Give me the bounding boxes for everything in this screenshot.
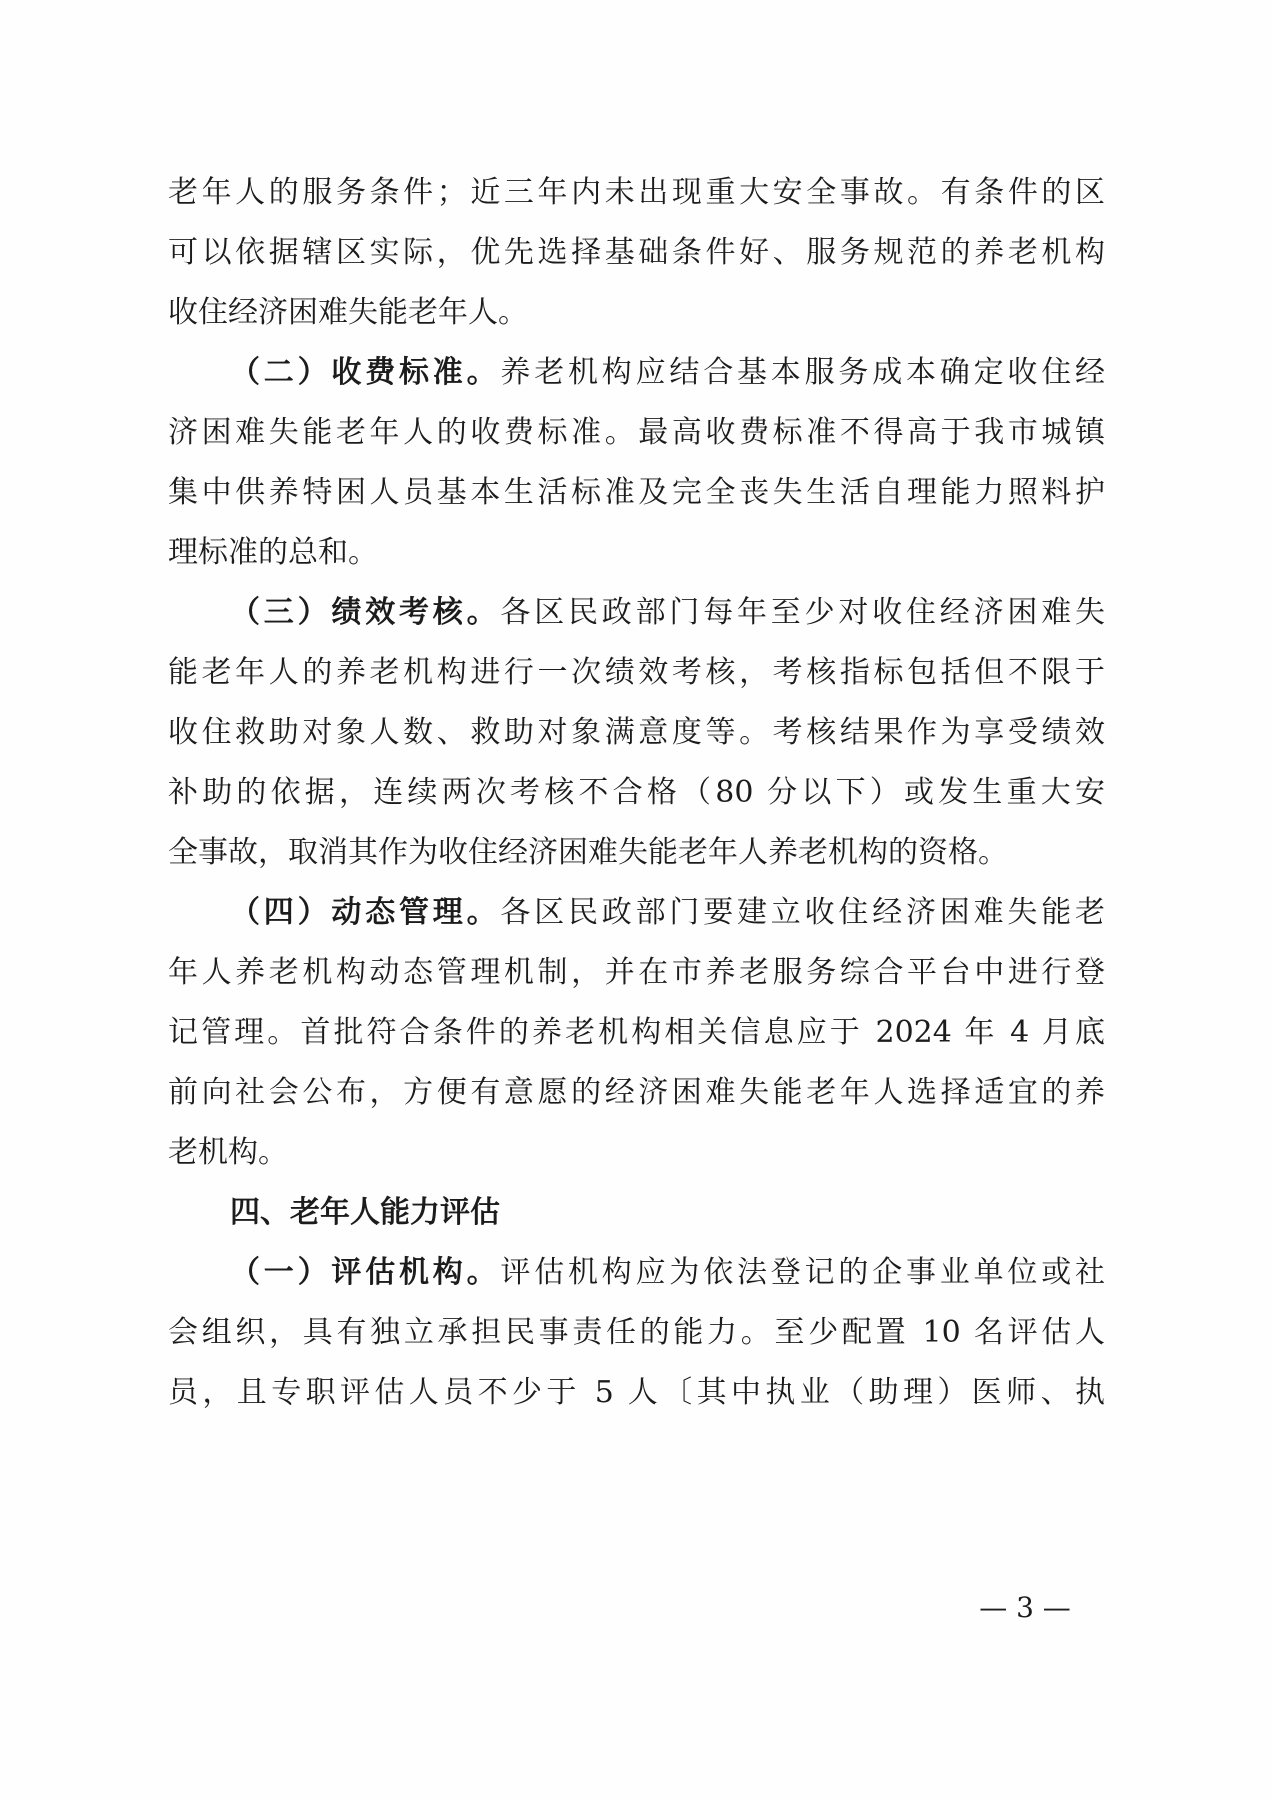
paragraph-line: 会组织，具有独立承担民事责任的能力。至少配置 10 名评估人 (168, 1315, 1105, 1350)
section-title: （一）评估机构。 (230, 1255, 501, 1290)
paragraph-text: 养老机构应结合基本服务成本确定收住经 (500, 355, 1105, 390)
paragraph-line: 能老年人的养老机构进行一次绩效考核，考核指标包括但不限于 (168, 655, 1105, 690)
paragraph-line: 全事故，取消其作为收住经济困难失能老年人养老机构的资格。 (168, 835, 1008, 870)
paragraph-line: 员，且专职评估人员不少于 5 人〔其中执业（助理）医师、执 (168, 1375, 1105, 1410)
paragraph-line: 年人养老机构动态管理机制，并在市养老服务综合平台中进行登 (168, 955, 1105, 990)
paragraph-text: 评估机构应为依法登记的企事业单位或社 (500, 1255, 1105, 1290)
section-title: （二）收费标准。 (230, 355, 501, 390)
paragraph-line: 理标准的总和。 (168, 535, 378, 570)
section-heading: 四、老年人能力评估 (230, 1195, 500, 1230)
paragraph-first-line (230, 583, 1105, 643)
paragraph-line: 收住经济困难失能老年人。 (168, 295, 528, 330)
paragraph-first-line (230, 343, 1105, 403)
page-number: — 3 — (979, 1591, 1071, 1624)
paragraph-line: 前向社会公布，方便有意愿的经济困难失能老年人选择适宜的养 (168, 1075, 1105, 1110)
paragraph-line: 补助的依据，连续两次考核不合格（80 分以下）或发生重大安 (168, 775, 1105, 810)
paragraph-line: 老机构。 (168, 1135, 288, 1170)
paragraph-line: 收住救助对象人数、救助对象满意度等。考核结果作为享受绩效 (168, 715, 1105, 750)
section-title: （三）绩效考核。 (230, 595, 501, 630)
paragraph-line: 可以依据辖区实际，优先选择基础条件好、服务规范的养老机构 (168, 235, 1105, 270)
paragraph-line: 集中供养特困人员基本生活标准及完全丧失生活自理能力照料护 (168, 475, 1105, 510)
paragraph-first-line (230, 883, 1105, 943)
paragraph-first-line (230, 1243, 1105, 1303)
paragraph-text: 各区民政部门要建立收住经济困难失能老 (500, 895, 1105, 930)
paragraph-line: 记管理。首批符合条件的养老机构相关信息应于 2024 年 4 月底 (168, 1015, 1105, 1050)
paragraph-text: 各区民政部门每年至少对收住经济困难失 (500, 595, 1105, 630)
paragraph-line: 老年人的服务条件；近三年内未出现重大安全事故。有条件的区 (168, 175, 1105, 210)
section-title: （四）动态管理。 (230, 895, 501, 930)
paragraph-line: 济困难失能老年人的收费标准。最高收费标准不得高于我市城镇 (168, 415, 1105, 450)
